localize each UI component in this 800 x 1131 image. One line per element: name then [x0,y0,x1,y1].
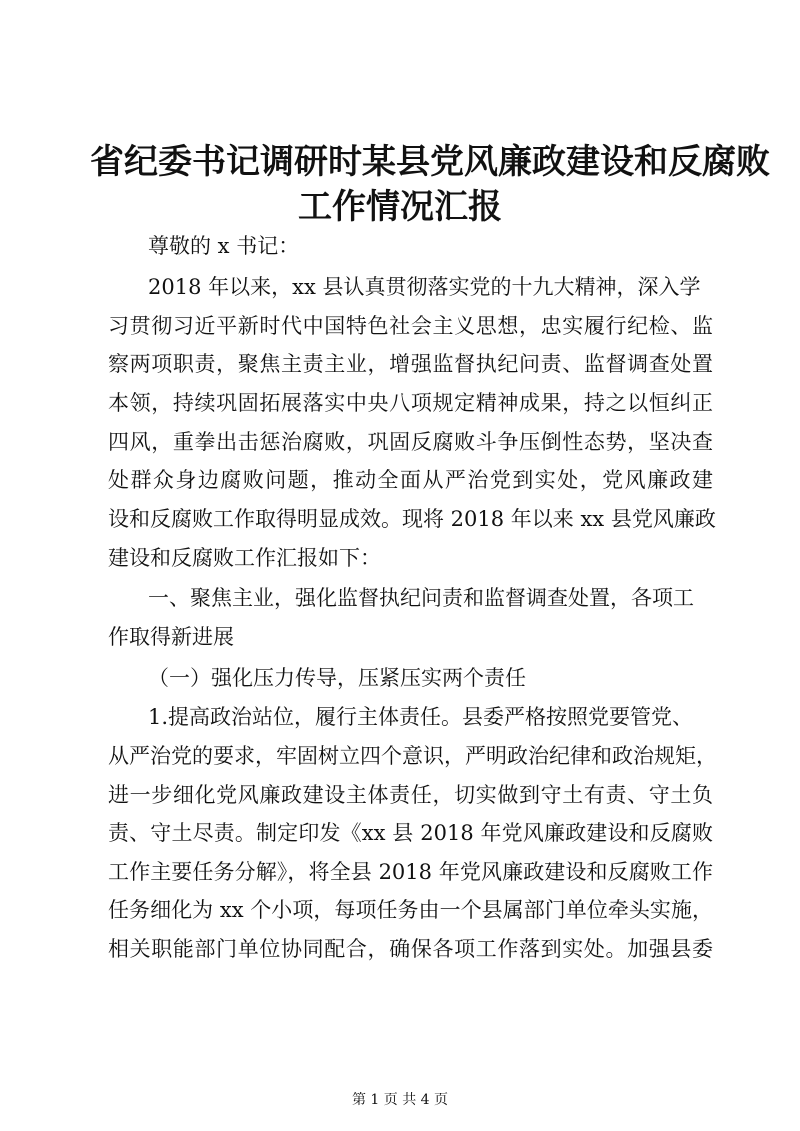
paragraph-1-line: 设和反腐败工作取得明显成效。现将 2018 年以来 xx 县党风廉政 [108,507,716,531]
paragraph-2-line: 进一步细化党风廉政建设主体责任，切实做到守土有责、守土负 [108,783,713,807]
paragraph-1-line: 2018 年以来，xx 县认真贯彻落实党的十九大精神，深入学 [148,275,701,299]
salutation: 尊敬的 x 书记： [148,234,300,258]
section-heading-line: 作取得新进展 [108,625,234,649]
paragraph-2-line: 相关职能部门单位协同配合，确保各项工作落到实处。加强县委 [108,937,713,961]
paragraph-1-line: 察两项职责，聚焦主责主业，增强监督执纪问责、监督调查处置 [108,352,713,376]
paragraph-1-line: 习贯彻习近平新时代中国特色社会主义思想，忠实履行纪检、监 [108,314,713,338]
paragraph-2-line: 1.提高政治站位，履行主体责任。县委严格按照党要管党、 [148,705,694,729]
paragraph-2-line: 责、守土尽责。制定印发《xx 县 2018 年党风廉政建设和反腐败 [108,821,713,845]
paragraph-2-line: 工作主要任务分解》，将全县 2018 年党风廉政建设和反腐败工作 [108,860,713,884]
document-title-line-1: 省纪委书记调研时某县党风廉政建设和反腐败 [90,142,770,182]
document-title-line-2: 工作情况汇报 [298,187,502,227]
subsection-heading: （一）强化压力传导，压紧压实两个责任 [148,666,526,690]
paragraph-2-line: 任务细化为 xx 个小项，每项任务由一个县属部门单位牵头实施， [108,898,713,922]
paragraph-2-line: 从严治党的要求，牢固树立四个意识，严明政治纪律和政治规矩， [108,744,717,768]
paragraph-1-line: 四风，重拳出击惩治腐败，巩固反腐败斗争压倒性态势，坚决查 [108,430,713,454]
section-heading-line: 一、聚焦主业，强化监督执纪问责和监督调查处置，各项工 [148,586,694,610]
paragraph-1-line: 建设和反腐败工作汇报如下： [108,546,381,570]
paragraph-1-line: 本领，持续巩固拓展落实中央八项规定精神成果，持之以恒纠正 [108,391,713,415]
paragraph-1-line: 处群众身边腐败问题，推动全面从严治党到实处，党风廉政建 [108,468,713,492]
page-number-footer: 第 1 页 共 4 页 [351,1092,449,1108]
